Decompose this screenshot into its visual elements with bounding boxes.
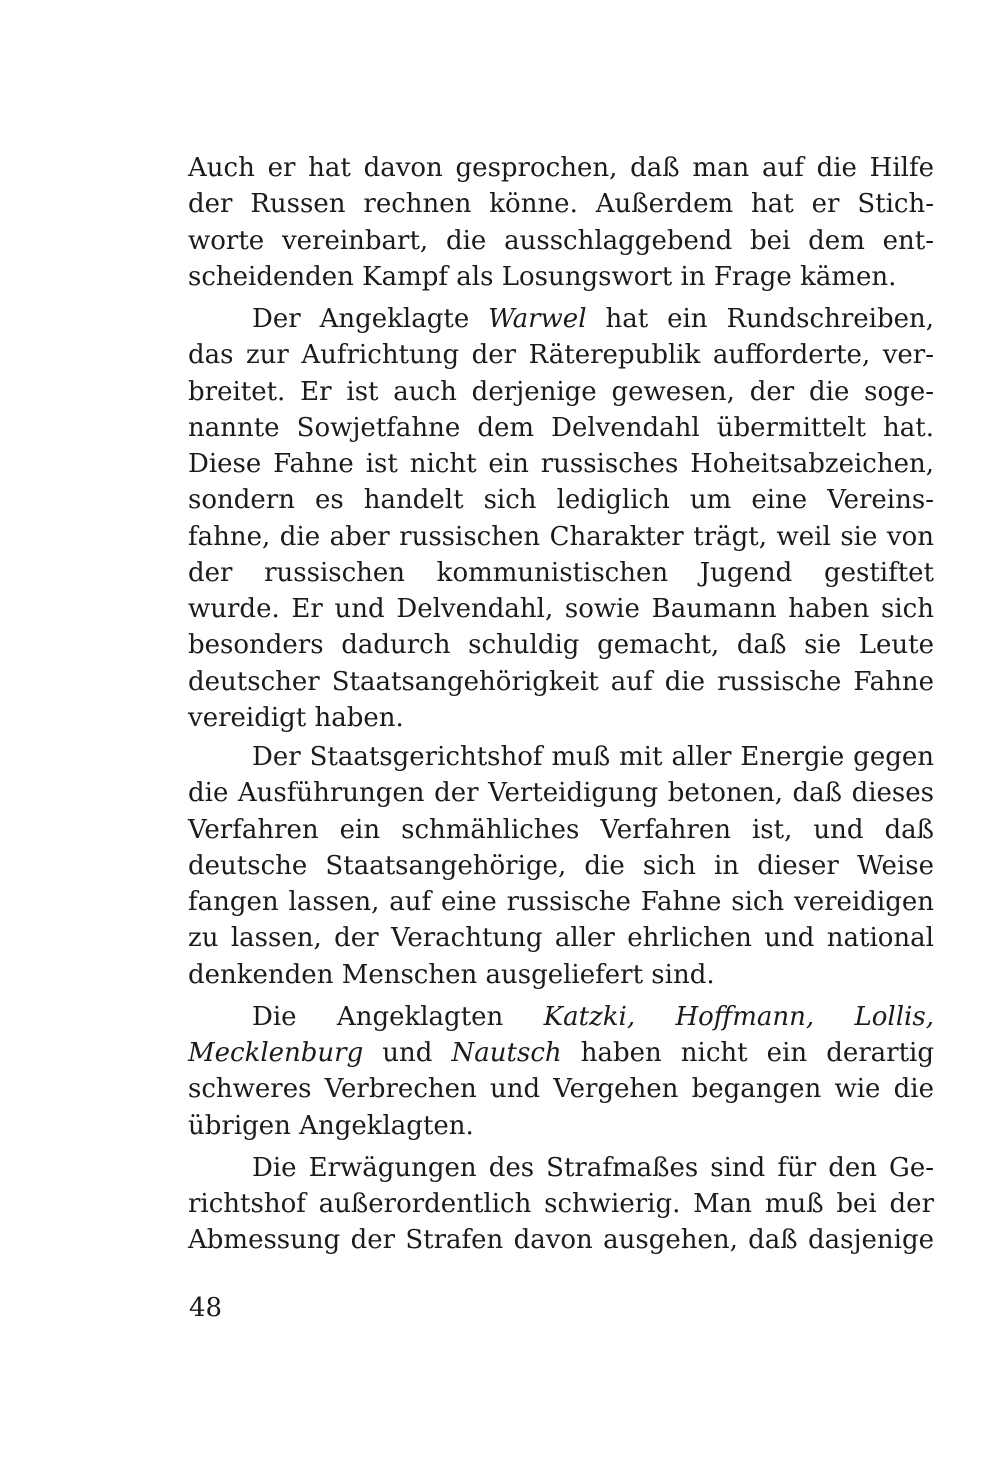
text-line <box>188 664 934 700</box>
text-line <box>188 957 934 993</box>
text-line <box>188 1186 934 1222</box>
body-text <box>188 150 934 1259</box>
text-line <box>188 482 934 518</box>
text-line <box>188 999 934 1035</box>
italic-name: Warwel <box>488 304 587 334</box>
paragraph <box>188 999 934 1144</box>
text-line <box>188 884 934 920</box>
text-line <box>188 591 934 627</box>
text-run: wurde. Er und Delvendahl, sowie Baumann haben sich <box>188 594 934 624</box>
italic-name: Mecklenburg <box>188 1038 364 1068</box>
text-line <box>188 301 934 337</box>
text-run: Verfahren ein schmähliches Verfahren ist, und daß <box>188 814 934 845</box>
text-line <box>188 1071 934 1107</box>
text-line <box>188 812 934 848</box>
text-line <box>188 259 934 295</box>
text-line <box>188 223 934 259</box>
text-line <box>188 555 934 591</box>
text-line <box>188 739 934 775</box>
text-line <box>188 1035 934 1071</box>
text-run: haben nicht ein derartig <box>561 1038 935 1068</box>
text-line <box>188 920 934 956</box>
text-line <box>188 848 934 884</box>
paragraph <box>188 739 934 993</box>
paragraph <box>188 301 934 736</box>
text-run: fangen lassen, auf eine russische Fahne sich vereidigen <box>188 887 934 917</box>
text-run: scheidenden Kampf als Losungswort in Frage kämen. <box>188 261 897 292</box>
page-number: 48 <box>189 1293 223 1323</box>
text-run: das zur Aufrichtung der Räterepublik aufforderte, ver- <box>188 340 934 371</box>
text-run: und <box>363 1038 452 1068</box>
text-run: Auch er hat davon gesprochen, daß man auf die Hilfe <box>188 153 934 183</box>
text-run: besonders dadurch schuldig gemacht, daß sie Leute <box>188 630 934 661</box>
text-line <box>188 1108 934 1144</box>
text-run: breitet. Er ist auch derjenige gewesen, der die soge- <box>188 376 934 407</box>
text-run: denkenden Menschen ausgeliefert sind. <box>188 959 715 990</box>
text-run: Diese Fahne ist nicht ein russisches Hoheitsabzeichen, <box>188 449 934 479</box>
text-run: der Russen rechnen könne. Außerdem hat er Stich- <box>188 189 934 220</box>
text-line <box>188 337 934 373</box>
text-run: übrigen Angeklagten. <box>188 1110 474 1141</box>
paragraph <box>188 1150 934 1259</box>
text-run: Die Angeklagten <box>252 1001 544 1032</box>
text-run: Der Angeklagte <box>252 304 489 334</box>
text-line <box>188 446 934 482</box>
text-line <box>188 775 934 811</box>
text-run: schweres Verbrechen und Vergehen begangen wie die <box>188 1074 934 1105</box>
text-line <box>188 186 934 222</box>
text-run: Der Staatsgerichtshof muß mit aller Energie gegen <box>252 742 934 772</box>
text-line <box>188 410 934 446</box>
text-run: der russischen kommunistischen Jugend gestiftet <box>188 557 934 588</box>
text-run: nannte Sowjetfahne dem Delvendahl übermittelt hat. <box>188 412 934 443</box>
italic-name: Katzki, Hoffmann, Lollis, <box>543 1001 934 1032</box>
text-run: vereidigt haben. <box>188 702 404 733</box>
text-run: worte vereinbart, die ausschlaggebend bei dem ent- <box>188 225 934 256</box>
text-run: deutscher Staatsangehörigkeit auf die russische Fahne <box>188 666 934 697</box>
text-line <box>188 374 934 410</box>
text-line <box>188 627 934 663</box>
text-run: sondern es handelt sich lediglich um eine Vereins- <box>188 485 934 516</box>
text-run: Abmessung der Strafen davon ausgehen, daß dasjenige <box>188 1225 934 1256</box>
text-run: Die Erwägungen des Strafmaßes sind für den Ge- <box>252 1152 934 1183</box>
paragraph <box>188 150 934 295</box>
text-run: deutsche Staatsangehörige, die sich in dieser Weise <box>188 850 934 881</box>
text-line <box>188 150 934 186</box>
text-run: hat ein Rundschreiben, <box>586 304 935 334</box>
italic-name: Nautsch <box>451 1038 562 1068</box>
text-line <box>188 1150 934 1186</box>
text-run: fahne, die aber russischen Charakter trägt, weil sie von <box>188 521 934 552</box>
text-line <box>188 519 934 555</box>
text-run: zu lassen, der Verachtung aller ehrlichen und national <box>188 923 934 954</box>
text-line <box>188 700 934 736</box>
text-run: richtshof außerordentlich schwierig. Man muß bei der <box>188 1189 934 1219</box>
text-line <box>188 1222 934 1258</box>
text-run: die Ausführungen der Verteidigung betonen, daß dieses <box>188 778 934 809</box>
